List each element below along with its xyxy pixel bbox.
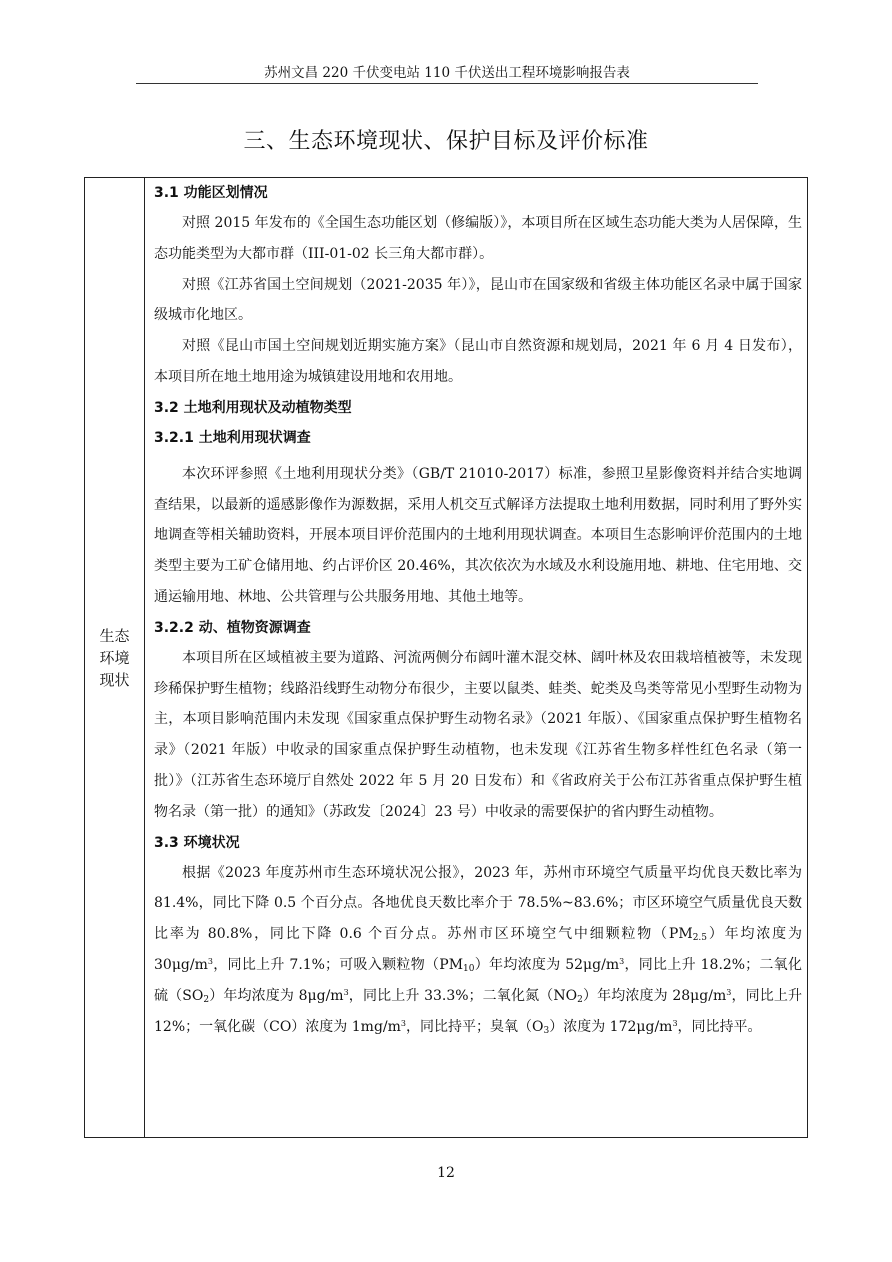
row-label-cell: [85, 178, 145, 1137]
page-number: 12: [437, 1165, 455, 1181]
paragraph-3-3: 根据《2023 年度苏州市生态环境状况公报》，2023 年，苏州市环境空气质量平均优良天数比率为 81.4%，同比下降 0.5 个百分点。各地优良天数比率介于 78.5%~83.6%；市区环境空气质量优良天数比率为 80.8%，同比下降 0.6 个百分点。苏州市区环境空气中细颗粒物$(PM_{2.5})$年均浓度为 $30\mu g/m^3$，同比上升 7.1%；可吸入颗粒物$(PM_{10})$年均浓度为 $52\mu g/m^3$，同比上升 18.2%；二氧化硫$(SO_2)$年均浓度为 $8\mu g/m^3$，同比上升 33.3%；二氧化氮$(NO_2)$年均浓度为 $28\mu g/m^3$，同比上升 12%；一氧化碳（CO）浓度为 $1mg/m^3$，同比持平；臭氧$(O_3)$浓度为 $172\mu g/m^3$，同比持平。: [154, 864, 803, 1036]
row-label-line-3: 现状: [99, 670, 130, 689]
document-header: 苏州文昌 220 千伏变电站 110 千伏送出工程环境影响报告表: [264, 65, 630, 81]
content-cell: [154, 178, 802, 1042]
heading-3-2-1: 3.2.1 土地利用现状调查: [154, 429, 311, 446]
heading-3-1: 3.1 功能区划情况: [154, 185, 268, 201]
section-title: 三、生态环境现状、保护目标及评价标准: [243, 129, 649, 154]
heading-3-2-2: 3.2.2 动、植物资源调查: [154, 619, 311, 636]
header-rule: [136, 83, 758, 84]
row-label-line-1: 生态: [99, 626, 130, 645]
paragraph-3-1-b: 对照《江苏省国土空间规划（2021-2035 年）》，昆山市在国家级和省级主体功能区名录中属于国家级城市化地区。: [154, 276, 802, 324]
row-label-line-2: 环境: [99, 648, 130, 667]
content-table: [84, 177, 808, 1138]
heading-3-3: 3.3 环境状况: [154, 834, 240, 851]
paragraph-3-2-1: 本次环评参照《土地利用现状分类》（GB/T 21010-2017）标准，参照卫星影像资料并结合实地调查结果，以最新的遥感影像作为源数据，采用人机交互式解译方法提取土地利用数据，同时利用了野外实地调查等相关辅助资料，开展本项目评价范围内的土地利用现状调查。本项目生态影响评价范围内的土地类型主要为工矿仓储用地、约占评价区 20.46%，其次依次为水域及水利设施用地、耕地、住宅用地、交通运输用地、林地、公共管理与公共服务用地、其他土地等。: [154, 465, 802, 605]
paragraph-3-2-2: 本项目所在区域植被主要为道路、河流两侧分布阔叶灌木混交林、阔叶林及农田栽培植被等，未发现珍稀保护野生植物；线路沿线野生动物分布很少，主要以鼠类、蛙类、蛇类及鸟类等常见小型野生动物为主，本项目影响范围内未发现《国家重点保护野生动物名录》（2021 年版）、《国家重点保护野生植物名录》（2021 年版）中收录的国家重点保护野生动植物，也未发现《江苏省生物多样性红色名录（第一批）》（江苏省生态环境厅自然处 2022 年 5 月 20 日发布）和《省政府关于公布江苏省重点保护野生植物名录（第一批）的通知》（苏政发〔2024〕23 号）中收录的需要保护的省内野生动植物。: [154, 649, 802, 820]
paragraph-3-1-a: 对照 2015 年发布的《全国生态功能区划（修编版）》，本项目所在区域生态功能大类为人居保障，生态功能类型为大都市群（III-01-02 长三角大都市群）。: [154, 215, 802, 262]
heading-3-2: 3.2 土地利用现状及动植物类型: [154, 399, 352, 416]
paragraph-3-1-c: 对照《昆山市国土空间规划近期实施方案》（昆山市自然资源和规划局，2021 年 6 月 4 日发布），本项目所在地土地用途为城镇建设用地和农用地。: [154, 338, 802, 385]
